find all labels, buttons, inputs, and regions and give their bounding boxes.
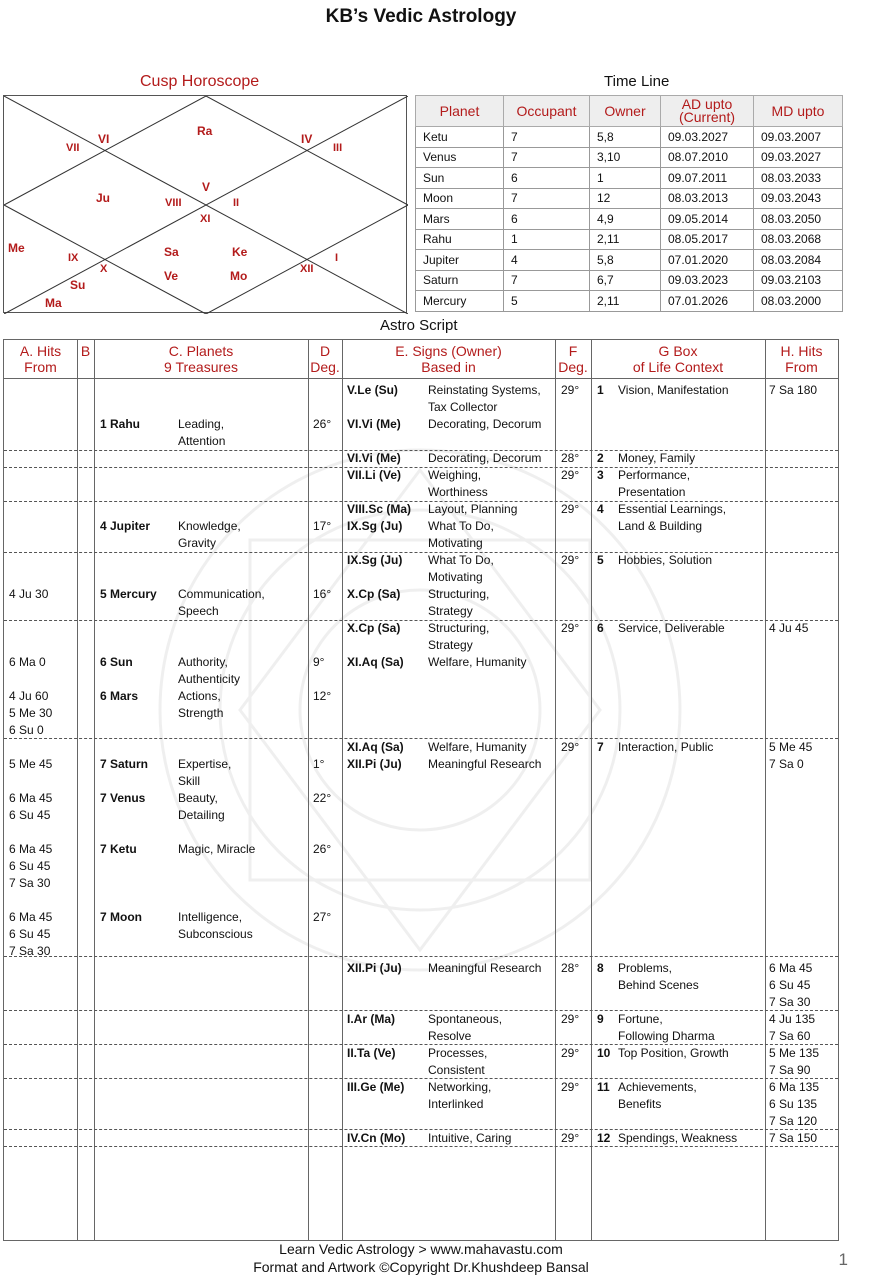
chart-label: Su <box>70 278 86 292</box>
timeline-row <box>416 168 843 189</box>
timeline-cell: 07.01.2026 <box>661 291 754 312</box>
astro-cell: Expertise, Skill <box>178 757 232 788</box>
timeline-cell: 6 <box>504 209 590 230</box>
astro-cell: 29° <box>561 740 580 754</box>
astro-cell: 7 Sa 150 <box>769 1131 818 1145</box>
astro-header-cell: C. Planets 9 Treasures <box>164 343 238 375</box>
timeline-cell: 5,8 <box>590 250 661 271</box>
timeline-title: Time Line <box>604 73 670 90</box>
astro-cell: 16° <box>313 587 332 601</box>
timeline-cell: Rahu <box>416 229 504 250</box>
timeline-cell: 09.03.2027 <box>754 147 843 168</box>
astro-cell: Spendings, Weakness <box>618 1131 738 1145</box>
chart-label: Ma <box>45 296 62 310</box>
timeline-cell: 12 <box>590 188 661 209</box>
astro-cell: 6 Ma 135 6 Su 135 7 Sa 120 <box>769 1080 820 1128</box>
footer-website: Learn Vedic Astrology > www.mahavastu.com <box>279 1241 563 1257</box>
astro-cell: Intuitive, Caring <box>428 1131 512 1145</box>
timeline-cell: Mars <box>416 209 504 230</box>
row-separator <box>4 450 838 451</box>
timeline-row <box>416 147 843 168</box>
chart-label: Sa <box>164 245 179 259</box>
timeline-row <box>416 229 843 250</box>
timeline-cell: 08.07.2010 <box>661 147 754 168</box>
astro-cell: Structuring, Strategy <box>428 621 490 652</box>
astro-cell: Hobbies, Solution <box>618 553 713 567</box>
timeline-cell: 3,10 <box>590 147 661 168</box>
astro-cell: What To Do, Motivating <box>428 553 494 584</box>
astro-header-cell: A. Hits From <box>19 343 62 375</box>
astro-cell: 7 Ketu <box>100 842 137 856</box>
cusp-horoscope-title: Cusp Horoscope <box>140 73 260 90</box>
timeline-cell: 08.03.2084 <box>754 250 843 271</box>
astro-cell: 26° <box>313 842 332 856</box>
page-number: 1 <box>838 1250 848 1269</box>
astro-cell: Beauty, Detailing <box>178 791 225 822</box>
astro-cell: 6 Ma 45 6 Su 45 7 Sa 30 <box>9 910 53 958</box>
astro-cell: V.Le (Su) <box>347 383 398 397</box>
timeline-cell: 6 <box>504 168 590 189</box>
astro-cell: Welfare, Humanity Meaningful Research <box>428 740 542 771</box>
timeline-row <box>416 250 843 271</box>
astro-cell: 5 Me 45 7 Sa 0 <box>769 740 813 771</box>
timeline-row <box>416 209 843 230</box>
astro-header-cell: D Deg. <box>310 343 340 375</box>
astro-cell: Top Position, Growth <box>618 1046 729 1060</box>
timeline-header-cell: AD upto (Current) <box>661 96 754 127</box>
row-separator <box>4 552 838 553</box>
astro-cell: 1° <box>313 757 325 771</box>
astro-cell: 6 Ma 45 6 Su 45 7 Sa 30 <box>769 961 813 1009</box>
astro-cell: 10 <box>597 1046 611 1060</box>
timeline-cell: 6,7 <box>590 270 661 291</box>
page-title: KB’s Vedic Astrology <box>325 6 517 27</box>
astro-cell: 27° <box>313 910 332 924</box>
timeline-header-cell: Planet <box>416 96 504 127</box>
timeline-header-cell: Owner <box>590 96 661 127</box>
astro-cell: 4 Ju 135 7 Sa 60 <box>769 1012 816 1043</box>
astro-cell: Intelligence, Subconscious <box>178 910 253 941</box>
astro-cell: Reinstating Systems, Tax Collector <box>428 383 541 414</box>
astro-cell: Service, Deliverable <box>618 621 725 635</box>
chart-label: Ke <box>232 245 248 259</box>
astro-cell: Leading, Attention <box>178 417 226 448</box>
timeline-cell: Venus <box>416 147 504 168</box>
astro-cell: XII.Pi (Ju) <box>347 961 402 975</box>
timeline-table <box>415 95 843 312</box>
timeline-cell: Saturn <box>416 270 504 291</box>
astro-cell: Money, Family Performance, Presentation <box>618 451 696 499</box>
astro-cell: 29° <box>561 621 580 635</box>
astro-cell: Spontaneous, Resolve <box>428 1012 503 1043</box>
timeline-cell: 09.03.2023 <box>661 270 754 291</box>
astro-script-table <box>3 339 839 1241</box>
chart-label: XI <box>200 213 211 225</box>
astro-cell: 9 <box>597 1012 604 1026</box>
astro-header-cell: H. Hits From <box>780 343 823 375</box>
chart-label: Mo <box>230 269 248 283</box>
timeline-cell: 7 <box>504 147 590 168</box>
astro-script-title: Astro Script <box>380 317 458 334</box>
astro-cell: X.Cp (Sa) <box>347 621 401 635</box>
chart-label: Ve <box>164 269 179 283</box>
timeline-cell: 2,11 <box>590 229 661 250</box>
astro-cell: 4 Ju 60 5 Me 30 6 Su 0 <box>9 689 53 737</box>
timeline-header-cell: Occupant <box>504 96 590 127</box>
astro-cell: 28° <box>561 961 580 975</box>
astro-cell: Magic, Miracle <box>178 842 256 856</box>
chart-label: X <box>100 263 108 275</box>
astro-cell: X.Cp (Sa) <box>347 587 401 601</box>
astro-cell: 12 <box>597 1131 611 1145</box>
astro-cell: Achievements, Benefits <box>618 1080 697 1111</box>
timeline-cell: 09.03.2027 <box>661 127 754 148</box>
astro-cell: 8 <box>597 961 604 975</box>
timeline-cell: 7 <box>504 188 590 209</box>
astro-cell: XI.Aq (Sa) XII.Pi (Ju) <box>347 740 404 771</box>
chart-label: III <box>333 142 343 154</box>
chart-label: XII <box>300 263 314 275</box>
row-separator <box>4 1078 838 1079</box>
astro-cell: 4 <box>597 502 604 516</box>
astro-cell: Vision, Manifestation <box>618 383 729 397</box>
chart-label: I <box>335 252 339 264</box>
timeline-cell: Jupiter <box>416 250 504 271</box>
astro-cell: 7 <box>597 740 604 754</box>
timeline-cell: Ketu <box>416 127 504 148</box>
chart-label: VII <box>66 142 80 154</box>
astro-cell: 29° <box>561 502 580 516</box>
timeline-cell: Sun <box>416 168 504 189</box>
timeline-cell: 5 <box>504 291 590 312</box>
chart-label: V <box>202 180 211 194</box>
astro-cell: 29° <box>561 1046 580 1060</box>
astro-cell: 17° <box>313 519 332 533</box>
timeline-cell: Mercury <box>416 291 504 312</box>
astro-cell: Fortune, Following Dharma <box>618 1012 715 1043</box>
astro-cell: VI.Vi (Me) VII.Li (Ve) <box>347 451 402 482</box>
chart-label: VIII <box>165 197 182 209</box>
astro-cell: 5 Mercury <box>100 587 157 601</box>
chart-label: Ra <box>197 124 213 138</box>
astro-cell: 28° 29° <box>561 451 580 482</box>
astro-cell: 4 Ju 45 <box>769 621 809 635</box>
astro-cell: Problems, Behind Scenes <box>618 961 699 992</box>
timeline-row <box>416 188 843 209</box>
timeline-cell: 4,9 <box>590 209 661 230</box>
astro-cell: Interaction, Public <box>618 740 714 754</box>
timeline-header-cell: MD upto <box>754 96 843 127</box>
astro-cell: 12° <box>313 689 332 703</box>
astro-cell: 6 Ma 0 <box>9 655 46 669</box>
astro-cell: 1 Rahu <box>100 417 141 431</box>
timeline-cell: 7 <box>504 270 590 291</box>
astro-cell: 5 <box>597 553 604 567</box>
timeline-row <box>416 291 843 312</box>
astro-cell: 4 Ju 30 <box>9 587 49 601</box>
astro-cell: 6 Ma 45 6 Su 45 7 Sa 30 <box>9 842 53 890</box>
astro-cell: 9° <box>313 655 325 669</box>
astro-cell: I.Ar (Ma) <box>347 1012 395 1026</box>
timeline-cell: 08.05.2017 <box>661 229 754 250</box>
astro-cell: 11 <box>597 1080 610 1094</box>
timeline-cell: 09.03.2103 <box>754 270 843 291</box>
astro-cell: Essential Learnings, Land & Building <box>618 502 727 533</box>
astro-cell: 7 Saturn <box>100 757 149 771</box>
timeline-cell: 08.03.2068 <box>754 229 843 250</box>
timeline-row <box>416 270 843 291</box>
astro-cell: 26° <box>313 417 332 431</box>
astro-cell: 5 Me 135 7 Sa 90 <box>769 1046 820 1077</box>
timeline-cell: 1 <box>590 168 661 189</box>
astro-cell: 1 <box>597 383 604 397</box>
astro-cell: Structuring, Strategy <box>428 587 490 618</box>
astro-cell: 7 Moon <box>100 910 142 924</box>
astro-cell: XI.Aq (Sa) <box>347 655 404 669</box>
astro-cell: 29° <box>561 1012 580 1026</box>
cusp-horoscope-chart <box>3 95 407 313</box>
astro-cell: Communication, Speech <box>178 587 265 618</box>
astro-cell: Knowledge, Gravity <box>178 519 241 550</box>
astro-cell: Welfare, Humanity <box>428 655 527 669</box>
timeline-cell: 4 <box>504 250 590 271</box>
row-separator <box>4 467 838 468</box>
astro-cell: 7 Sa 180 <box>769 383 818 397</box>
astro-cell: 6 Ma 45 6 Su 45 <box>9 791 53 822</box>
chart-label: II <box>233 197 240 209</box>
chart-label: IV <box>301 132 313 146</box>
astro-cell: Processes, Consistent <box>428 1046 488 1077</box>
chart-label: IX <box>68 252 79 264</box>
astro-cell: IV.Cn (Mo) <box>347 1131 406 1145</box>
astro-header-cell: E. Signs (Owner) Based in <box>395 343 502 375</box>
astro-header-cell: B <box>80 343 91 359</box>
timeline-row <box>416 127 843 148</box>
timeline-cell: 7 <box>504 127 590 148</box>
chart-label: Me <box>8 241 25 255</box>
astro-cell: 7 Venus <box>100 791 146 805</box>
timeline-cell: 09.07.2011 <box>661 168 754 189</box>
astro-cell: II.Ta (Ve) <box>347 1046 396 1060</box>
astro-cell: 5 Me 45 <box>9 757 53 771</box>
astro-cell: 29° <box>561 1131 580 1145</box>
timeline-cell: 08.03.2013 <box>661 188 754 209</box>
astro-cell: 4 Jupiter <box>100 519 151 533</box>
chart-label: Ju <box>96 191 111 205</box>
timeline-cell: 08.03.2033 <box>754 168 843 189</box>
timeline-cell: 09.03.2043 <box>754 188 843 209</box>
timeline-cell: 5,8 <box>590 127 661 148</box>
astro-cell: Actions, Strength <box>178 689 224 720</box>
chart-label: VI <box>98 132 110 146</box>
astro-cell: 29° <box>561 383 580 397</box>
astro-cell: Networking, Interlinked <box>428 1080 492 1111</box>
astro-cell: Layout, Planning What To Do, Motivating <box>428 502 518 550</box>
timeline-cell: 08.03.2000 <box>754 291 843 312</box>
row-separator <box>4 956 838 957</box>
astro-cell: 29° <box>561 1080 580 1094</box>
astro-cell: Meaningful Research <box>428 961 542 975</box>
timeline-cell: 1 <box>504 229 590 250</box>
astro-cell: Authority, Authenticity <box>178 655 241 686</box>
timeline-cell: 07.01.2020 <box>661 250 754 271</box>
astro-header-cell: F Deg. <box>558 343 588 375</box>
astro-cell: 6 <box>597 621 604 635</box>
astro-cell: 29° <box>561 553 580 567</box>
timeline-cell: 2,11 <box>590 291 661 312</box>
astro-header-cell: G Box of Life Context <box>632 343 724 375</box>
astro-cell: Decorating, Decorum Weighing, Worthiness <box>428 451 542 499</box>
timeline-cell: 09.03.2007 <box>754 127 843 148</box>
astro-cell: VIII.Sc (Ma) IX.Sg (Ju) <box>347 502 412 533</box>
astro-cell: 2 3 <box>597 451 604 482</box>
footer-copyright: Format and Artwork ©Copyright Dr.Khushdeep Bansal <box>253 1259 589 1275</box>
timeline-cell: 08.03.2050 <box>754 209 843 230</box>
astro-cell: IX.Sg (Ju) <box>347 553 403 567</box>
astro-cell: 22° <box>313 791 332 805</box>
astro-cell: VI.Vi (Me) <box>347 417 401 431</box>
astro-cell: 6 Sun <box>100 655 133 669</box>
timeline-cell: Moon <box>416 188 504 209</box>
timeline-cell: 09.05.2014 <box>661 209 754 230</box>
astro-cell: Decorating, Decorum <box>428 417 542 431</box>
astro-cell: III.Ge (Me) <box>347 1080 405 1094</box>
astro-cell: 6 Mars <box>100 689 139 703</box>
astro-script-header <box>4 340 838 379</box>
